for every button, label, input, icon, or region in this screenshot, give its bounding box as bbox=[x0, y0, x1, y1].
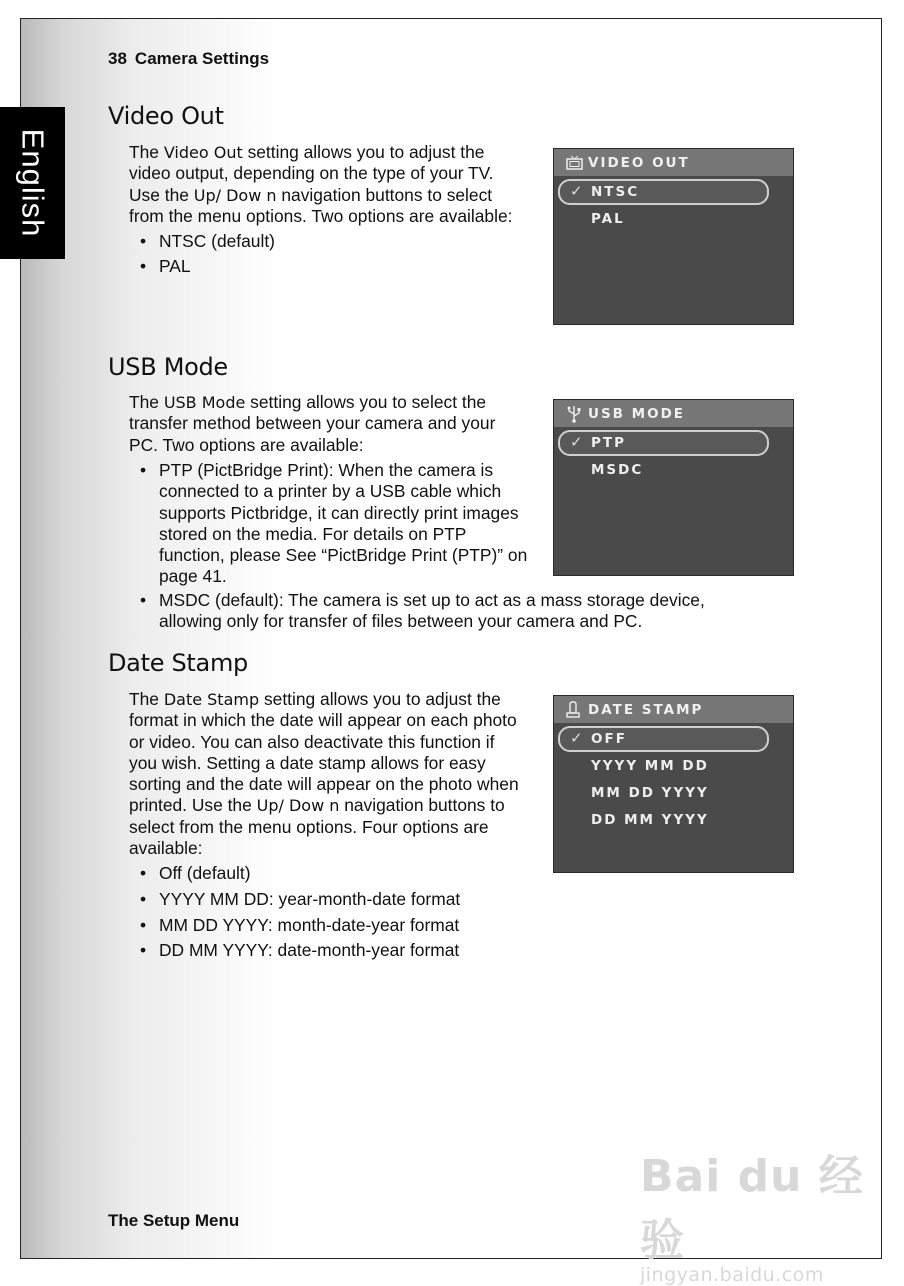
lcd-option: YYYY MM DD bbox=[591, 757, 709, 774]
tv-icon bbox=[566, 156, 588, 170]
lcd-option: MM DD YYYY bbox=[591, 784, 709, 801]
page-number: 38 bbox=[108, 49, 127, 68]
watermark-brand: Bai du 经验 bbox=[640, 1151, 864, 1266]
video-out-lcd-menu bbox=[553, 148, 794, 325]
lcd-title-bar: DATE STAMP bbox=[554, 696, 793, 723]
date-stamp-icon bbox=[566, 701, 588, 719]
section-heading-video-out: Video Out bbox=[108, 102, 224, 130]
language-tab-label: English bbox=[15, 128, 51, 238]
lcd-option-selected: ✓ OFF bbox=[558, 726, 769, 752]
list-item: • MM DD YYYY: month-date-year format bbox=[140, 915, 460, 936]
page-header bbox=[108, 49, 269, 69]
list-item: • PTP (PictBridge Print): When the camera is connected to a printer by a USB cable which supports Pictbridge, it can directly print images stored on the media. For details on PTP function, please See “PictBridge Print (PTP)” on page 41. bbox=[140, 460, 705, 588]
date-stamp-lcd-menu bbox=[553, 695, 794, 873]
page-footer: The Setup Menu bbox=[108, 1211, 240, 1230]
usb-mode-lcd-menu bbox=[553, 399, 794, 576]
video-out-options-list bbox=[140, 231, 275, 278]
lcd-option-selected: ✓ PTP bbox=[558, 430, 769, 456]
lcd-option-selected: ✓ NTSC bbox=[558, 179, 769, 205]
lcd-option: DD MM YYYY bbox=[591, 811, 709, 828]
chapter-title: Camera Settings bbox=[134, 49, 270, 68]
list-item: • PAL bbox=[140, 256, 275, 277]
watermark-url: jingyan.baidu.com bbox=[640, 1264, 824, 1286]
list-item: • DD MM YYYY: date-month-year format bbox=[140, 940, 460, 961]
usb-mode-paragraph: The USB Mode setting allows you to select the transfer method between your camera and your PC. Two options are available: bbox=[129, 392, 496, 455]
checkmark-icon: ✓ bbox=[570, 182, 583, 200]
checkmark-icon: ✓ bbox=[570, 729, 583, 747]
watermark bbox=[640, 1140, 904, 1286]
list-item: • MSDC (default): The camera is set up to act as a mass storage device, allowing only for transfer of files between your camera and PC. bbox=[140, 590, 705, 633]
lcd-option: PAL bbox=[591, 210, 625, 227]
date-stamp-options-list bbox=[140, 863, 460, 962]
usb-icon bbox=[566, 405, 588, 423]
language-tab bbox=[0, 107, 65, 259]
lcd-title-bar: USB MODE bbox=[554, 400, 793, 427]
video-out-paragraph: The Video Out setting allows you to adjust the video output, depending on the type of your TV. Use the Up/ Dow n navigation buttons to select from the menu options. Two options are available: bbox=[129, 142, 513, 226]
list-item: • Off (default) bbox=[140, 863, 460, 884]
section-heading-usb-mode: USB Mode bbox=[108, 353, 228, 381]
checkmark-icon: ✓ bbox=[570, 433, 583, 451]
lcd-option: MSDC bbox=[591, 461, 644, 478]
section-heading-date-stamp: Date Stamp bbox=[108, 649, 248, 677]
list-item: • NTSC (default) bbox=[140, 231, 275, 252]
date-stamp-paragraph: The Date Stamp setting allows you to adjust the format in which the date will appear on each photo or video. You can also deactivate this function if you wish. Setting a date stamp allows for easy sorting and the date will appear on the photo when printed. Use the Up/ Dow n navigation buttons to select from the menu options. Four options are available: bbox=[129, 689, 519, 859]
list-item: • YYYY MM DD: year-month-date format bbox=[140, 889, 460, 910]
lcd-title-bar: VIDEO OUT bbox=[554, 149, 793, 176]
